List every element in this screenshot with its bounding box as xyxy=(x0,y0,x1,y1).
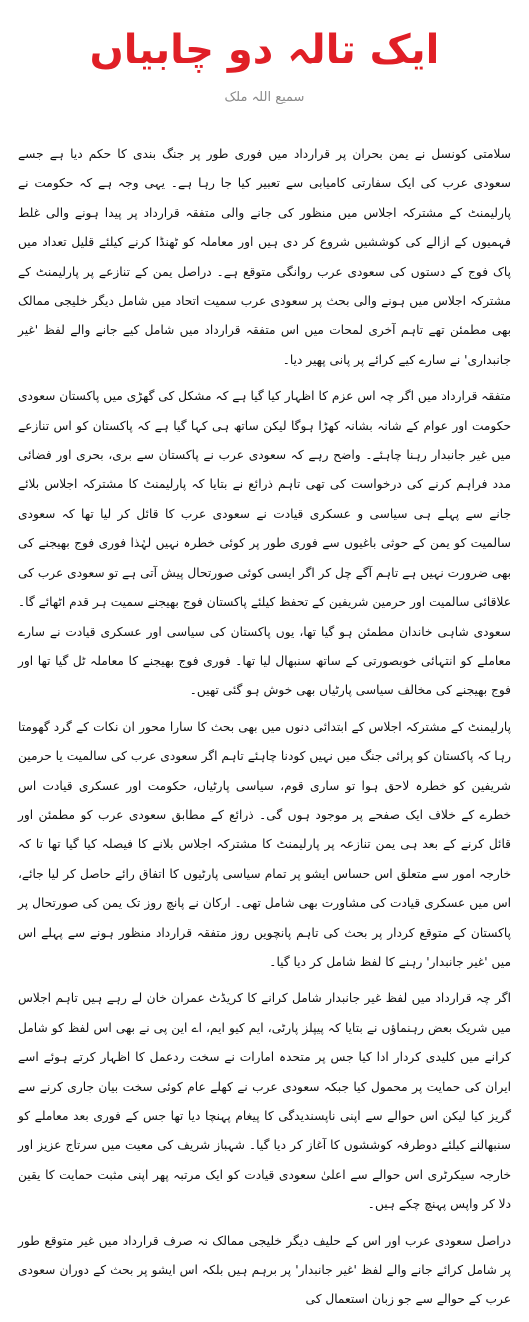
article-paragraph: پارلیمنٹ کے مشترکہ اجلاس کے ابتدائی دنوں میں بھی بحث کا سارا محور ان نکات کے گرد گھومتا رہا کہ پاکستان کو پرائی جنگ میں نہیں کودنا چاہئے تاہم اگر سعودی عرب کی سالمیت یا حرمین شریفین کو خطرہ لاحق ہوا تو ساری قوم، سیاسی پارٹیاں، حکومت اور عسکری قیادت اس خطرے کے خلاف ایک صفحے پر موجود ہوں گی۔ ذرائع کے مطابق سعودی عرب کو مطمئن اور قائل کرنے کے بعد ہی یمن تنازعہ پر پارلیمنٹ کا مشترکہ اجلاس بلانے کا فیصلہ کیا گیا تھا تا کہ خارجہ امور سے متعلق اس حساس ایشو پر تمام سیاسی پارٹیوں کا اتفاق رائے حاصل کر لیا جائے، اس میں عسکری قیادت کی مشاورت بھی شامل تھی۔ ارکان نے پانچ روز تک یمن کی صورتحال پر پاکستان کے متوقع کردار پر بحث کی تاہم پانچویں روز متفقہ قرارداد منظور ہونے سے پہلے اس میں 'غیر جانبدار' رہنے کا لفظ شامل کر دیا گیا۔ xyxy=(18,719,511,969)
author-byline: سمیع اللہ ملک xyxy=(224,90,305,105)
article-title: ایک تالہ دو چابیاں xyxy=(89,27,440,73)
article-paragraph: اگر چہ قرارداد میں لفظ غیر جانبدار شامل کرانے کا کریڈٹ عمران خان لے رہے ہیں تاہم اجلاس میں شریک بعض رہنماؤں نے بتایا کہ پیپلز پارٹی، ایم کیو ایم، اے این پی نے بھی اس لفظ کو شامل کرانے میں کلیدی کردار ادا کیا جس پر متحدہ امارات نے سخت ردعمل کا اظہار کرتے ہوئے اسے ایران کی حمایت پر محمول کیا جبکہ سعودی عرب نے کھلے عام کوئی سخت بیان جاری کرنے سے گریز کیا لیکن اس حوالے سے اپنی ناپسندیدگی کا پیغام پہنچا دیا تھا جس کے فوری بعد معاملے کو سنبھالنے کیلئے دوطرفہ کوششوں کا آغاز کر دیا گیا۔ شہباز شریف کی معیت میں سرتاج عزیز اور خارجہ سیکرٹری اس حوالے سے اعلیٰ سعودی قیادت کو ایک مرتبہ پھر اپنی مثبت حمایت کا یقین دلا کر واپس پہنچ چکے ہیں۔ xyxy=(18,991,511,1212)
article-paragraph: سلامتی کونسل نے یمن بحران پر قرارداد میں فوری طور پر جنگ بندی کا حکم دیا ہے جسے سعودی عرب کی ایک سفارتی کامیابی سے تعبیر کیا جا رہا ہے۔ یہی وجہ ہے کہ حکومت نے پارلیمنٹ کے مشترکہ اجلاس میں منظور کی جانے والی متفقہ قرارداد پر پیدا ہونے والی غلط فہمیوں کے ازالے کی کوششیں شروع کر دی ہیں اور معاملہ کو ٹھنڈا کرنے کیلئے قلیل تعداد میں پاک فوج کے دستوں کی سعودی عرب روانگی متوقع ہے۔ دراصل یمن کے تنازعے پر پارلیمنٹ کے مشترکہ اجلاس میں ہونے والی بحث پر سعودی عرب سمیت اتحاد میں شامل دیگر خلیجی ممالک بھی مطمئن تھے تاہم آخری لمحات میں اس متفقہ قرارداد میں شامل کیے جانے والے لفظ 'غیر جانبداری' نے سارے کیے کرائے پر پانی پھیر دیا۔ xyxy=(18,147,511,367)
article-paragraph: متفقہ قرارداد میں اگر چہ اس عزم کا اظہار کیا گیا ہے کہ مشکل کی گھڑی میں پاکستان سعودی حکومت اور عوام کے شانہ بشانہ کھڑا ہوگا لیکن ساتھ ہی کہا گیا ہے کہ پاکستان کو اس تنازعے میں غیر جانبدار رہنا چاہئے۔ واضح رہے کہ سعودی عرب نے پاکستان سے بری، بحری اور فضائی مدد فراہم کرنے کی درخواست کی تھی تاہم ذرائع نے بتایا کہ پارلیمنٹ کا مشترکہ اجلاس بلائے جانے سے پہلے ہی سیاسی و عسکری قیادت نے سعودی عرب کا قائل کر لیا تھا کہ سعودی سالمیت کو یمن کے حوثی باغیوں سے فوری طور پر کوئی خطرہ نہیں لہٰذا فوری فوج بھیجنے کی بھی ضرورت نہیں ہے تاہم آگے چل کر اگر ایسی کوئی صورتحال پیش آتی ہے تو سعودی عرب کی علاقائی سالمیت اور حرمین شریفین کے تحفظ کیلئے پاکستان فوج بھیجنے سمیت ہر قدم اٹھائے گا۔ سعودی شاہی خاندان مطمئن ہو گیا تھا، یوں پاکستان کی سیاسی اور عسکری قیادت نے سارے معاملے کو انتہائی خوبصورتی کے ساتھ سنبھال لیا تھا۔ فوری فوج بھیجنے کا معاملہ ٹل گیا تھا اور فوج بھیجنے کی مخالف سیاسی پارٹیاں بھی خوش ہو گئی تھیں۔ xyxy=(18,389,511,698)
article-paragraph: دراصل سعودی عرب اور اس کے حلیف دیگر خلیجی ممالک نہ صرف قرارداد میں غیر متوقع طور پر شامل کرائے جانے والے لفظ 'غیر جانبدار' پر برہم ہیں بلکہ اس ایشو پر بحث کے دوران سعودی عرب کے حوالے سے جو زبان استعمال کی xyxy=(18,1233,511,1307)
article-body xyxy=(18,140,511,1322)
